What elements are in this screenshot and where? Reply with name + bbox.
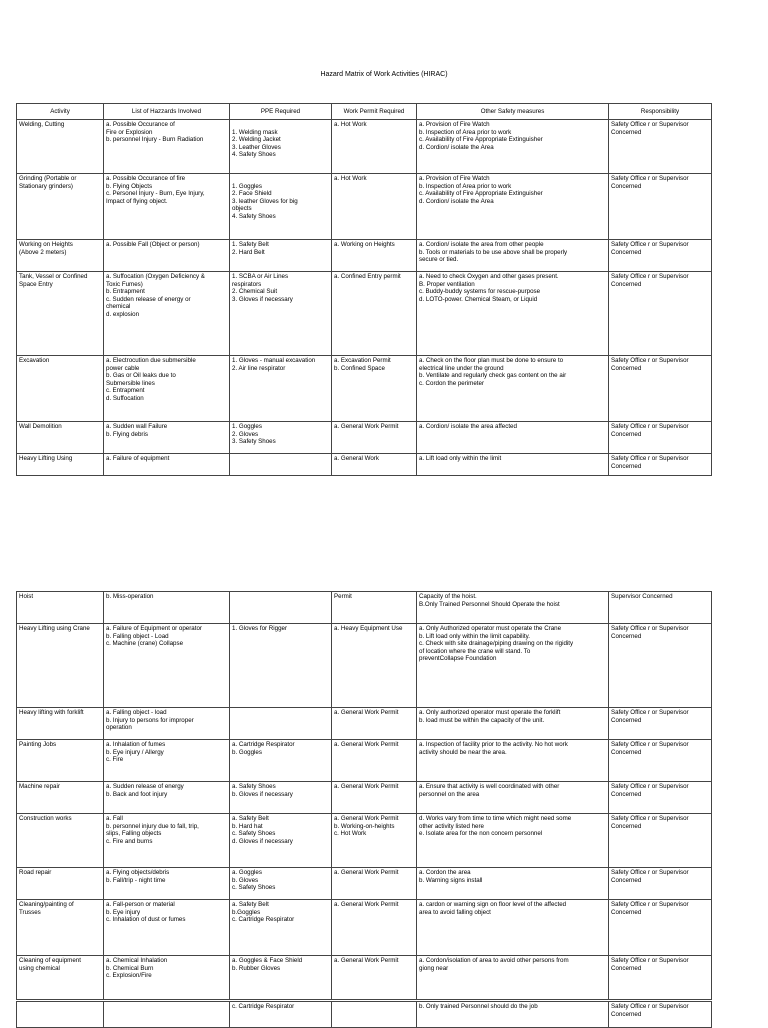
column-header-responsibility: Responsibility — [609, 104, 712, 120]
table-row — [17, 708, 712, 740]
cell-ppe: c. Cartridge Respirator — [230, 1002, 332, 1028]
table-row — [17, 592, 712, 624]
cell-hazards: b. Miss-operation — [104, 592, 230, 624]
table-row — [17, 120, 712, 174]
cell-safety-measures: d. Works vary from time to time which might need some other activity listed here e. Isolate area for the non concern personnel — [417, 814, 609, 868]
cell-permit: a. Hot Work — [332, 120, 417, 174]
cell-safety-measures: a. Inspection of facility prior to the activity. No hot work activity should be near the area. — [417, 740, 609, 782]
cell-activity: Grinding (Portable or Stationary grinders) — [17, 174, 104, 240]
cell-ppe: 1. Gloves - manual excavation 2. Air line respirator — [230, 356, 332, 422]
cell-hazards: a. Electrocution due submersible power cable b. Gas or Oil leaks due to Submersible lines c. Entrapment d. Suffocation — [104, 356, 230, 422]
cell-responsibility: Safety Office r or Supervisor Concerned — [609, 900, 712, 956]
cell-safety-measures: a. Only Authorized operator must operate the Crane b. Lift load only within the limit capability. c. Check with site drainage/piping drawing on the rigidity of location where the crane will stand. To preventCollapse Foundation — [417, 624, 609, 708]
cell-hazards: a. Chemical Inhalation b. Chemical Burn c. Explosion/Fire — [104, 956, 230, 1000]
cell-hazards: a. Inhalation of fumes b. Eye injury / Allergy c. Fire — [104, 740, 230, 782]
cell-responsibility: Safety Office r or Supervisor Concerned — [609, 740, 712, 782]
cell-ppe: a. Safety Belt b.Goggles c. Cartridge Respirator — [230, 900, 332, 956]
cell-permit: a. Hot Work — [332, 174, 417, 240]
table-row — [17, 624, 712, 708]
cell-permit: Permit — [332, 592, 417, 624]
cell-safety-measures: Capacity of the hoist. B.Only Trained Personnel Should Operate the hoist — [417, 592, 609, 624]
cell-permit: a. General Work — [332, 454, 417, 476]
cell-activity: Painting Jobs — [17, 740, 104, 782]
cell-responsibility: Safety Office r or Supervisor Concerned — [609, 868, 712, 900]
cell-safety-measures: a. Cordion/ isolate the area affected — [417, 422, 609, 454]
cell-safety-measures: a. Lift load only within the limit — [417, 454, 609, 476]
cell-safety-measures: a. Only authorized operator must operate the forklift b. load must be within the capacity of the unit. — [417, 708, 609, 740]
table-row — [17, 814, 712, 868]
cell-hazards: a. Fall b. personnel injury due to fall, trip, slips, Falling objects c. Fire and burns — [104, 814, 230, 868]
cell-activity: Working on Heights (Above 2 meters) — [17, 240, 104, 272]
table-row — [17, 356, 712, 422]
cell-activity: Heavy Lifting using Crane — [17, 624, 104, 708]
table-row — [17, 782, 712, 814]
cell-safety-measures: a. Need to check Oxygen and other gases present. B. Proper ventilation c. Buddy-buddy systems for rescue-purpose d. LOTO-power. Chemical Steam, or Liquid — [417, 272, 609, 356]
cell-safety-measures: a. cardon or warning sign on floor level of the affected area to avoid falling object — [417, 900, 609, 956]
cell-permit: a. General Work Permit — [332, 708, 417, 740]
cell-activity: Welding, Cutting — [17, 120, 104, 174]
cell-permit: a. General Work Permit — [332, 900, 417, 956]
cell-responsibility: Safety Office r or Supervisor Concerned — [609, 624, 712, 708]
cell-ppe: 1. Welding mask 2. Welding Jacket 3. Leather Gloves 4. Safety Shoes — [230, 120, 332, 174]
cell-safety-measures: b. Only trained Personnel should do the job — [417, 1002, 609, 1028]
cell-responsibility: Safety Office r or Supervisor Concerned — [609, 120, 712, 174]
cell-safety-measures: a. Ensure that activity is well coordinated with other personnel on the area — [417, 782, 609, 814]
cell-responsibility: Safety Office r or Supervisor Concerned — [609, 454, 712, 476]
table-row — [17, 454, 712, 476]
cell-ppe — [230, 454, 332, 476]
cell-activity: Cleaning/painting of Trusses — [17, 900, 104, 956]
cell-ppe — [230, 592, 332, 624]
cell-ppe: 1. Goggles 2. Face Shield 3. leather Gloves for big objects 4. Safety Shoes — [230, 174, 332, 240]
cell-activity: Wall Demolition — [17, 422, 104, 454]
cell-safety-measures: a. Check on the floor plan must be done to ensure to electrical line under the ground b. Ventilate and regularly check gas content on the air c. Cordon the perimeter — [417, 356, 609, 422]
cell-responsibility: Safety Office r or Supervisor Concerned — [609, 782, 712, 814]
cell-ppe: a. Goggles b. Gloves c. Safety Shoes — [230, 868, 332, 900]
cell-responsibility: Safety Office r or Supervisor Concerned — [609, 422, 712, 454]
cell-activity: Heavy Lifting Using — [17, 454, 104, 476]
table-row — [17, 956, 712, 1000]
cell-responsibility: Safety Office r or Supervisor Concerned — [609, 240, 712, 272]
cell-ppe: a. Cartridge Respirator b. Goggles — [230, 740, 332, 782]
cell-safety-measures: a. Provision of Fire Watch b. Inspection of Area prior to work c. Availability of Fire Appropriate Extinguisher d. Cordion/ isolate the Area — [417, 174, 609, 240]
hazard-matrix-table-continued — [16, 591, 712, 1000]
cell-hazards: a. Possible Occurance of fire b. Flying Objects c. Personel Injury - Burn, Eye Injury, Impact of flying object. — [104, 174, 230, 240]
table-row — [17, 868, 712, 900]
column-header-safety-measures: Other Safety measures — [417, 104, 609, 120]
column-header-hazards: List of Hazzards Involved — [104, 104, 230, 120]
cell-safety-measures: a. Provision of Fire Watch b. Inspection of Area prior to work c. Availability of Fire Appropriate Extinguisher d. Cordion/ isolate the Area — [417, 120, 609, 174]
cell-activity: Hoist — [17, 592, 104, 624]
header-row — [17, 104, 712, 120]
cell-responsibility: Safety Office r or Supervisor Concerned — [609, 708, 712, 740]
hazard-matrix-table — [16, 103, 712, 476]
cell-ppe: a. Goggles & Face Shield b. Rubber Gloves — [230, 956, 332, 1000]
cell-hazards: a. Possible Fall (Object or person) — [104, 240, 230, 272]
cell-ppe: 1. Gloves for Rigger — [230, 624, 332, 708]
cell-permit: a. Confined Entry permit — [332, 272, 417, 356]
cell-responsibility: Safety Office r or Supervisor Concerned — [609, 814, 712, 868]
table-row — [17, 174, 712, 240]
cell-permit: a. Excavation Permit b. Confined Space — [332, 356, 417, 422]
cell-hazards: a. Flying objects/debris b. Fall/trip - night time — [104, 868, 230, 900]
cell-hazards: a. Possible Occurance of Fire or Explosion b. personnel Injury - Burn Radiation — [104, 120, 230, 174]
cell-activity: Cleaning of equipment using chemical — [17, 956, 104, 1000]
table-row — [17, 240, 712, 272]
cell-permit: a. General Work Permit b. Working-on-heights c. Hot Work — [332, 814, 417, 868]
table-row — [17, 740, 712, 782]
cell-hazards: a. Sudden wall Failure b. Flying debris — [104, 422, 230, 454]
cell-responsibility: Safety Office r or Supervisor Concerned — [609, 956, 712, 1000]
cell-permit: a. Heavy Equipment Use — [332, 624, 417, 708]
cell-responsibility: Safety Office r or Supervisor Concerned — [609, 272, 712, 356]
cell-safety-measures: a. Cordon the area b. Warning signs install — [417, 868, 609, 900]
cell-activity: Machine repair — [17, 782, 104, 814]
cell-permit: a. Working on Heights — [332, 240, 417, 272]
table-row — [17, 272, 712, 356]
cell-ppe: 1. SCBA or Air Lines respirators 2. Chemical Suit 3. Gloves if necessary — [230, 272, 332, 356]
table-row — [17, 422, 712, 454]
cell-permit: a. General Work Permit — [332, 422, 417, 454]
cell-permit: a. General Work Permit — [332, 868, 417, 900]
cell-hazards: a. Fall-person or material b. Eye injury c. Inhalation of dust or fumes — [104, 900, 230, 956]
cell-safety-measures: a. Cordion/ isolate the area from other people b. Tools or materials to be use above shall be properly secure or tied. — [417, 240, 609, 272]
cell-responsibility: Safety Office r or Supervisor Concerned — [609, 1002, 712, 1028]
cell-activity: Heavy lifting with forklift — [17, 708, 104, 740]
cell-permit: a. General Work Permit — [332, 956, 417, 1000]
table-row — [17, 900, 712, 956]
cell-permit: a. General Work Permit — [332, 782, 417, 814]
cell-hazards: a. Suffocation (Oxygen Deficiency & Toxic Fumes) b. Entrapment c. Sudden release of energy or chemical d. explosion — [104, 272, 230, 356]
cell-ppe: 1. Goggles 2. Gloves 3. Safety Shoes — [230, 422, 332, 454]
cell-responsibility: Supervisor Concerned — [609, 592, 712, 624]
cell-activity: Excavation — [17, 356, 104, 422]
document-title: Hazard Matrix of Work Activities (HIRAC) — [320, 71, 448, 78]
cell-ppe: a. Safety Belt b. Hard hat c. Safety Shoes d. Gloves if necessary — [230, 814, 332, 868]
cell-safety-measures: a. Cordon/isolation of area to avoid other persons from giong near — [417, 956, 609, 1000]
cell-ppe — [230, 708, 332, 740]
cell-hazards: a. Failure of equipment — [104, 454, 230, 476]
column-header-permit: Work Permit Required — [332, 104, 417, 120]
cell-activity: Tank, Vessel or Confined Space Entry — [17, 272, 104, 356]
cell-permit: a. General Work Permit — [332, 740, 417, 782]
cell-activity: Road repair — [17, 868, 104, 900]
column-header-ppe: PPE Required — [230, 104, 332, 120]
cell-responsibility: Safety Office r or Supervisor Concerned — [609, 174, 712, 240]
cell-ppe: 1. Safety Belt 2. Hard Belt — [230, 240, 332, 272]
cell-responsibility: Safety Office r or Supervisor Concerned — [609, 356, 712, 422]
cell-hazards: a. Failure of Equipment or operator b. Falling object - Load c. Machine (crane) Collapse — [104, 624, 230, 708]
cell-activity: Construction works — [17, 814, 104, 868]
cell-hazards: a. Sudden release of energy b. Back and foot injury — [104, 782, 230, 814]
cell-ppe: a. Safety Shoes b. Gloves if necessary — [230, 782, 332, 814]
column-header-activity: Activity — [17, 104, 104, 120]
cell-hazards: a. Falling object - load b. Injury to persons for improper operation — [104, 708, 230, 740]
